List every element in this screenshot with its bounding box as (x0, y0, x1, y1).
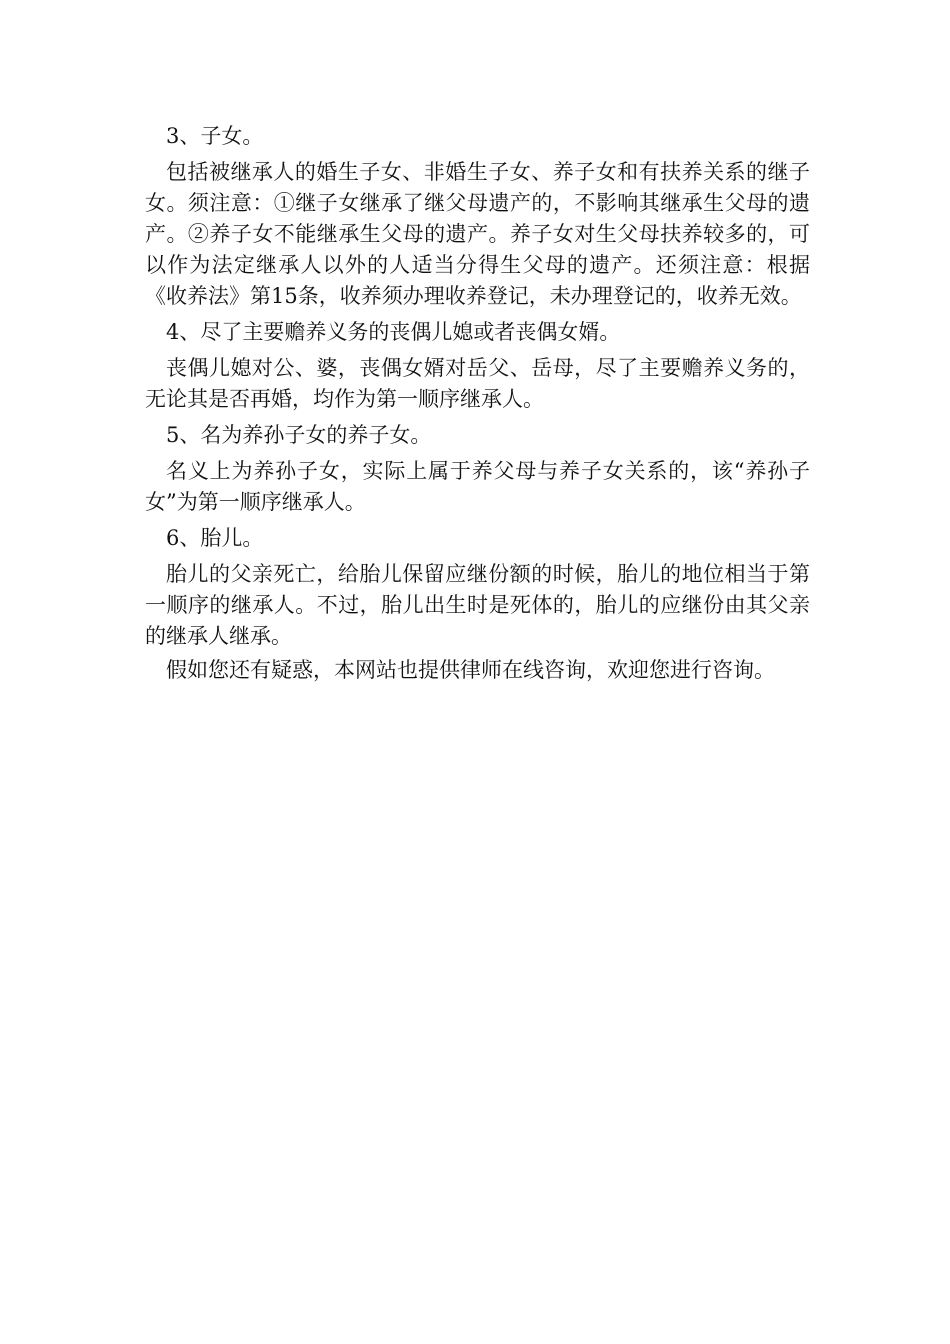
section-heading-adopted-grandchildren: 5、名为养孙子女的养子女。 (166, 423, 432, 447)
paragraph-fetus: 胎儿的父亲死亡，给胎儿保留应继份额的时候，胎儿的地位相当于第一顺序的继承人。不过，胎儿出生时是死体的，胎儿的应继份由其父亲的继承人继承。 (145, 562, 810, 648)
section-heading-widowed-in-laws: 4、尽了主要赡养义务的丧偶儿媳或者丧偶女婿。 (166, 320, 621, 344)
section-heading-children: 3、子女。 (166, 124, 264, 148)
paragraph-children: 包括被继承人的婚生子女、非婚生子女、养子女和有扶养关系的继子女。须注意：①继子女继承了继父母遗产的，不影响其继承生父母的遗产。②养子女不能继承生父母的遗产。养子女对生父母扶养较多的，可以作为法定继承人以外的人适当分得生父母的遗产。还须注意：根据《收养法》第15条，收养须办理收养登记，未办理登记的，收养无效。 (145, 160, 810, 308)
document-body (145, 119, 810, 689)
paragraph-widowed-in-laws: 丧偶儿媳对公、婆，丧偶女婿对岳父、岳母，尽了主要赡养义务的，无论其是否再婚，均作为第一顺序继承人。 (145, 356, 810, 411)
paragraph-consultation: 假如您还有疑惑，本网站也提供律师在线咨询，欢迎您进行咨询。 (166, 658, 775, 682)
paragraph-adopted-grandchildren: 名义上为养孙子女，实际上属于养父母与养子女关系的，该“养孙子女”为第一顺序继承人。 (145, 459, 810, 514)
section-heading-fetus: 6、胎儿。 (166, 526, 264, 550)
